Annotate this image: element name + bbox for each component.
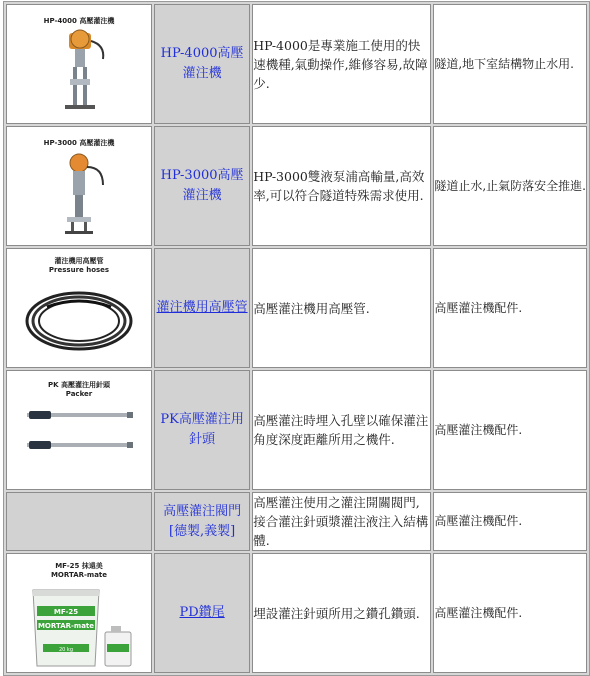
product-name-cell <box>154 126 250 246</box>
product-description: HP-3000雙液泵浦高輸量,高效率,可以符合隧道特殊需求使用. <box>252 126 431 246</box>
image-caption: MF-25 抹遠美 <box>55 562 103 570</box>
product-name-cell <box>154 370 250 490</box>
product-description: HP-4000是專業施工使用的快速機種,氣動操作,維修容易,故障少. <box>252 4 431 124</box>
product-link-hp3000[interactable]: HP-3000高壓灌注機 <box>160 168 244 203</box>
packer-image <box>7 371 151 489</box>
image-caption: PK 高壓灌注用針頭 <box>48 381 110 389</box>
product-description: 高壓灌注時埋入孔壁以確保灌注角度深度距離所用之機件. <box>252 370 431 490</box>
image-caption: 灌注機用高壓管 <box>54 257 104 265</box>
product-link-drill-bit[interactable]: PD鑽尾 <box>179 605 225 620</box>
hp3000-pump-image <box>7 127 151 245</box>
mortar-bucket-image <box>7 554 151 672</box>
table-row <box>6 492 587 551</box>
bucket-brand: MORTAR-mate <box>37 622 95 630</box>
bucket-weight: 20 kg <box>58 647 74 653</box>
product-table <box>3 1 590 676</box>
image-caption-en: MORTAR-mate <box>50 571 108 579</box>
product-name-cell <box>154 492 250 551</box>
product-description: 埋設灌注針頭所用之鑽孔鑽頭. <box>252 553 431 673</box>
image-caption: HP-3000 高壓灌注機 <box>43 139 115 147</box>
bucket-label: MF-25 <box>53 608 79 616</box>
product-image-cell <box>6 553 152 673</box>
product-image-cell <box>6 370 152 490</box>
hp4000-pump-image <box>7 5 151 123</box>
image-caption-en: Pressure hoses <box>48 266 110 274</box>
product-name-cell <box>154 4 250 124</box>
product-name-cell <box>154 553 250 673</box>
product-link-hose[interactable]: 灌注機用高壓管 <box>156 300 248 315</box>
table-row <box>6 126 587 246</box>
image-caption-en: Packer <box>65 390 93 398</box>
product-link-valve[interactable]: 高壓灌注閥門[德製,義製] <box>163 503 242 539</box>
product-usage: 隧道止水,止氣防落安全推進. <box>433 126 587 246</box>
product-image-cell <box>6 4 152 124</box>
product-link-hp4000[interactable]: HP-4000高壓灌注機 <box>160 46 244 81</box>
product-name-cell <box>154 248 250 368</box>
table-row <box>6 4 587 124</box>
product-usage: 隧道,地下室結構物止水用. <box>433 4 587 124</box>
product-usage: 高壓灌注機配件. <box>433 248 587 368</box>
product-usage: 高壓灌注機配件. <box>433 370 587 490</box>
product-usage: 高壓灌注機配件. <box>433 553 587 673</box>
image-caption: HP-4000 高壓灌注機 <box>43 17 115 25</box>
product-image-cell <box>6 126 152 246</box>
pressure-hose-image <box>7 249 151 367</box>
product-usage: 高壓灌注機配件. <box>433 492 587 551</box>
table-row <box>6 370 587 490</box>
product-image-cell <box>6 248 152 368</box>
table-row <box>6 553 587 673</box>
table-row <box>6 248 587 368</box>
product-description: 高壓灌注使用之灌注開關閥門,接合灌注針頭漿灌注液注入結構體. <box>252 492 431 551</box>
product-description: 高壓灌注機用高壓管. <box>252 248 431 368</box>
product-link-packer[interactable]: PK高壓灌注用針頭 <box>160 412 244 447</box>
product-image-cell <box>6 492 152 551</box>
